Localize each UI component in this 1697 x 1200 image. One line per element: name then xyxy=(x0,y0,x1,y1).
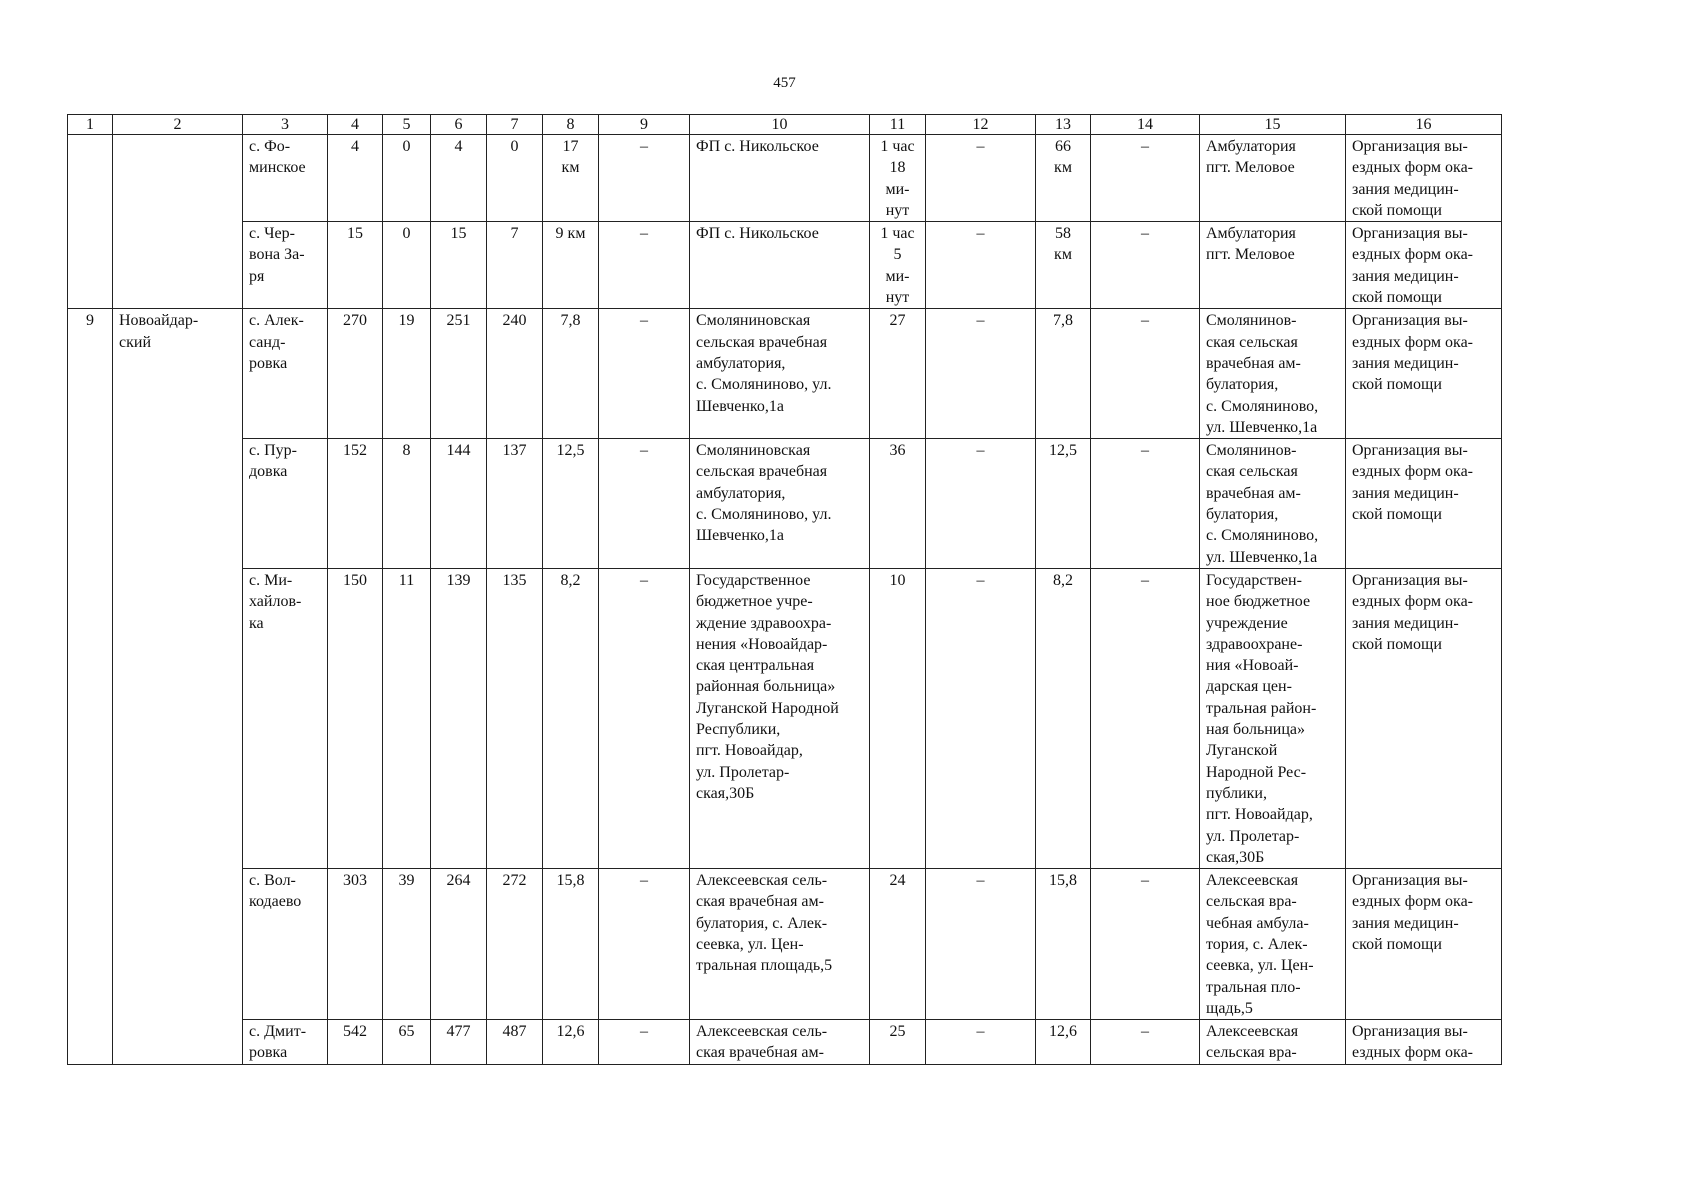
column-header: 15 xyxy=(1200,115,1346,135)
cell-col16: Организация вы- ездных форм ока- зания медицин- ской помощи xyxy=(1346,222,1502,309)
cell-col14: – xyxy=(1091,568,1200,868)
cell-district: Новоайдар- ский xyxy=(113,309,243,1064)
cell-col4: 15 xyxy=(328,222,383,309)
column-header: 2 xyxy=(113,115,243,135)
cell-col9: – xyxy=(599,135,690,222)
cell-col7: 272 xyxy=(487,869,543,1020)
column-header: 4 xyxy=(328,115,383,135)
cell-col16: Организация вы- ездных форм ока- зания медицин- ской помощи xyxy=(1346,309,1502,439)
data-table xyxy=(67,114,1502,1065)
cell-settlement: с. Дмит- ровка xyxy=(243,1020,328,1065)
cell-col14: – xyxy=(1091,222,1200,309)
cell-col6: 144 xyxy=(431,439,487,569)
table-row xyxy=(68,135,1502,222)
cell-col6: 477 xyxy=(431,1020,487,1065)
cell-col7: 0 xyxy=(487,135,543,222)
page-number: 457 xyxy=(773,75,796,91)
cell-col7: 487 xyxy=(487,1020,543,1065)
cell-col5: 0 xyxy=(383,135,431,222)
cell-col4: 542 xyxy=(328,1020,383,1065)
cell-col5: 11 xyxy=(383,568,431,868)
cell-col15: Алексеевская сельская вра- чебная амбула- тория, с. Алек- сеевка, ул. Цен- тральная пло- щадь,5 xyxy=(1200,869,1346,1020)
cell-col7: 240 xyxy=(487,309,543,439)
cell-col8: 17 км xyxy=(543,135,599,222)
cell-col15: Амбулатория пгт. Меловое xyxy=(1200,135,1346,222)
table-row xyxy=(68,309,1502,439)
cell-col12: – xyxy=(926,1020,1036,1065)
cell-col14: – xyxy=(1091,1020,1200,1065)
column-header: 6 xyxy=(431,115,487,135)
cell-col6: 251 xyxy=(431,309,487,439)
cell-col10: Смоляниновская сельская врачебная амбулатория, с. Смоляниново, ул. Шевченко,1а xyxy=(690,439,870,569)
cell-col8: 8,2 xyxy=(543,568,599,868)
cell-col16: Организация вы- ездных форм ока- зания медицин- ской помощи xyxy=(1346,568,1502,868)
cell-settlement: с. Вол- кодаево xyxy=(243,869,328,1020)
cell-col6: 4 xyxy=(431,135,487,222)
cell-col7: 137 xyxy=(487,439,543,569)
cell-col11: 1 час 5 ми- нут xyxy=(870,222,926,309)
cell-col11: 27 xyxy=(870,309,926,439)
cell-col11: 36 xyxy=(870,439,926,569)
column-header: 10 xyxy=(690,115,870,135)
cell-col5: 65 xyxy=(383,1020,431,1065)
cell-col10: Алексеевская сель- ская врачебная ам- булатория, с. Алек- сеевка, ул. Цен- тральная площадь,5 xyxy=(690,869,870,1020)
cell-col12: – xyxy=(926,222,1036,309)
column-header: 9 xyxy=(599,115,690,135)
cell-col5: 0 xyxy=(383,222,431,309)
cell-col11: 1 час 18 ми- нут xyxy=(870,135,926,222)
column-header: 5 xyxy=(383,115,431,135)
cell-col5: 19 xyxy=(383,309,431,439)
cell-number: 9 xyxy=(68,309,113,1064)
cell-col4: 303 xyxy=(328,869,383,1020)
table-row xyxy=(68,222,1502,309)
cell-col14: – xyxy=(1091,135,1200,222)
column-header: 1 xyxy=(68,115,113,135)
cell-col15: Амбулатория пгт. Меловое xyxy=(1200,222,1346,309)
cell-district xyxy=(113,135,243,309)
cell-col13: 12,6 xyxy=(1036,1020,1091,1065)
cell-col8: 12,5 xyxy=(543,439,599,569)
cell-col16: Организация вы- ездных форм ока- зания медицин- ской помощи xyxy=(1346,869,1502,1020)
cell-col14: – xyxy=(1091,439,1200,569)
cell-col7: 135 xyxy=(487,568,543,868)
cell-col10: Смоляниновская сельская врачебная амбулатория, с. Смоляниново, ул. Шевченко,1а xyxy=(690,309,870,439)
cell-col13: 12,5 xyxy=(1036,439,1091,569)
cell-settlement: с. Алек- санд- ровка xyxy=(243,309,328,439)
cell-col9: – xyxy=(599,568,690,868)
column-header: 13 xyxy=(1036,115,1091,135)
cell-settlement: с. Пур- довка xyxy=(243,439,328,569)
cell-col16: Организация вы- ездных форм ока- зания медицин- ской помощи xyxy=(1346,135,1502,222)
column-header: 14 xyxy=(1091,115,1200,135)
cell-col6: 264 xyxy=(431,869,487,1020)
cell-col16: Организация вы- ездных форм ока- xyxy=(1346,1020,1502,1065)
cell-col13: 58 км xyxy=(1036,222,1091,309)
table-row xyxy=(68,1020,1502,1065)
cell-col11: 24 xyxy=(870,869,926,1020)
cell-col5: 8 xyxy=(383,439,431,569)
cell-col11: 25 xyxy=(870,1020,926,1065)
cell-col9: – xyxy=(599,869,690,1020)
cell-number xyxy=(68,135,113,309)
cell-col9: – xyxy=(599,309,690,439)
cell-col6: 139 xyxy=(431,568,487,868)
cell-col15: Государствен- ное бюджетное учреждение здравоохране- ния «Новоай- дарская цен- тральная район- ная больница» Луганской Народной Рес- публики, пгт. Новоайдар, ул. Пролетар- ская,30Б xyxy=(1200,568,1346,868)
cell-col9: – xyxy=(599,222,690,309)
cell-col15: Смолянинов- ская сельская врачебная ам- булатория, с. Смоляниново, ул. Шевченко,1а xyxy=(1200,309,1346,439)
cell-col4: 270 xyxy=(328,309,383,439)
cell-col9: – xyxy=(599,1020,690,1065)
cell-col12: – xyxy=(926,135,1036,222)
cell-col9: – xyxy=(599,439,690,569)
cell-col13: 7,8 xyxy=(1036,309,1091,439)
cell-col10: Алексеевская сель- ская врачебная ам- xyxy=(690,1020,870,1065)
cell-col4: 4 xyxy=(328,135,383,222)
cell-settlement: с. Ми- хайлов- ка xyxy=(243,568,328,868)
cell-col14: – xyxy=(1091,869,1200,1020)
cell-col7: 7 xyxy=(487,222,543,309)
column-header: 8 xyxy=(543,115,599,135)
cell-col6: 15 xyxy=(431,222,487,309)
cell-col14: – xyxy=(1091,309,1200,439)
cell-col4: 152 xyxy=(328,439,383,569)
column-header: 7 xyxy=(487,115,543,135)
cell-col4: 150 xyxy=(328,568,383,868)
cell-col12: – xyxy=(926,439,1036,569)
column-header: 12 xyxy=(926,115,1036,135)
cell-col15: Алексеевская сельская вра- xyxy=(1200,1020,1346,1065)
cell-col12: – xyxy=(926,568,1036,868)
table-row xyxy=(68,568,1502,868)
cell-col10: ФП с. Никольское xyxy=(690,222,870,309)
cell-col8: 7,8 xyxy=(543,309,599,439)
column-header: 16 xyxy=(1346,115,1502,135)
table-row xyxy=(68,869,1502,1020)
cell-col8: 15,8 xyxy=(543,869,599,1020)
header-row xyxy=(68,115,1502,135)
cell-col10: Государственное бюджетное учре- ждение здравоохра- нения «Новоайдар- ская центральная районная больница» Луганской Народной Республики, пгт. Новоайдар, ул. Пролетар- ская,30Б xyxy=(690,568,870,868)
cell-col11: 10 xyxy=(870,568,926,868)
cell-col8: 9 км xyxy=(543,222,599,309)
cell-col13: 66 км xyxy=(1036,135,1091,222)
cell-col12: – xyxy=(926,309,1036,439)
cell-col12: – xyxy=(926,869,1036,1020)
cell-col13: 8,2 xyxy=(1036,568,1091,868)
cell-col13: 15,8 xyxy=(1036,869,1091,1020)
cell-settlement: с. Фо- минское xyxy=(243,135,328,222)
column-header: 3 xyxy=(243,115,328,135)
table-row xyxy=(68,439,1502,569)
cell-col16: Организация вы- ездных форм ока- зания медицин- ской помощи xyxy=(1346,439,1502,569)
cell-col10: ФП с. Никольское xyxy=(690,135,870,222)
cell-settlement: с. Чер- вона За- ря xyxy=(243,222,328,309)
cell-col8: 12,6 xyxy=(543,1020,599,1065)
cell-col5: 39 xyxy=(383,869,431,1020)
cell-col15: Смолянинов- ская сельская врачебная ам- булатория, с. Смоляниново, ул. Шевченко,1а xyxy=(1200,439,1346,569)
column-header: 11 xyxy=(870,115,926,135)
